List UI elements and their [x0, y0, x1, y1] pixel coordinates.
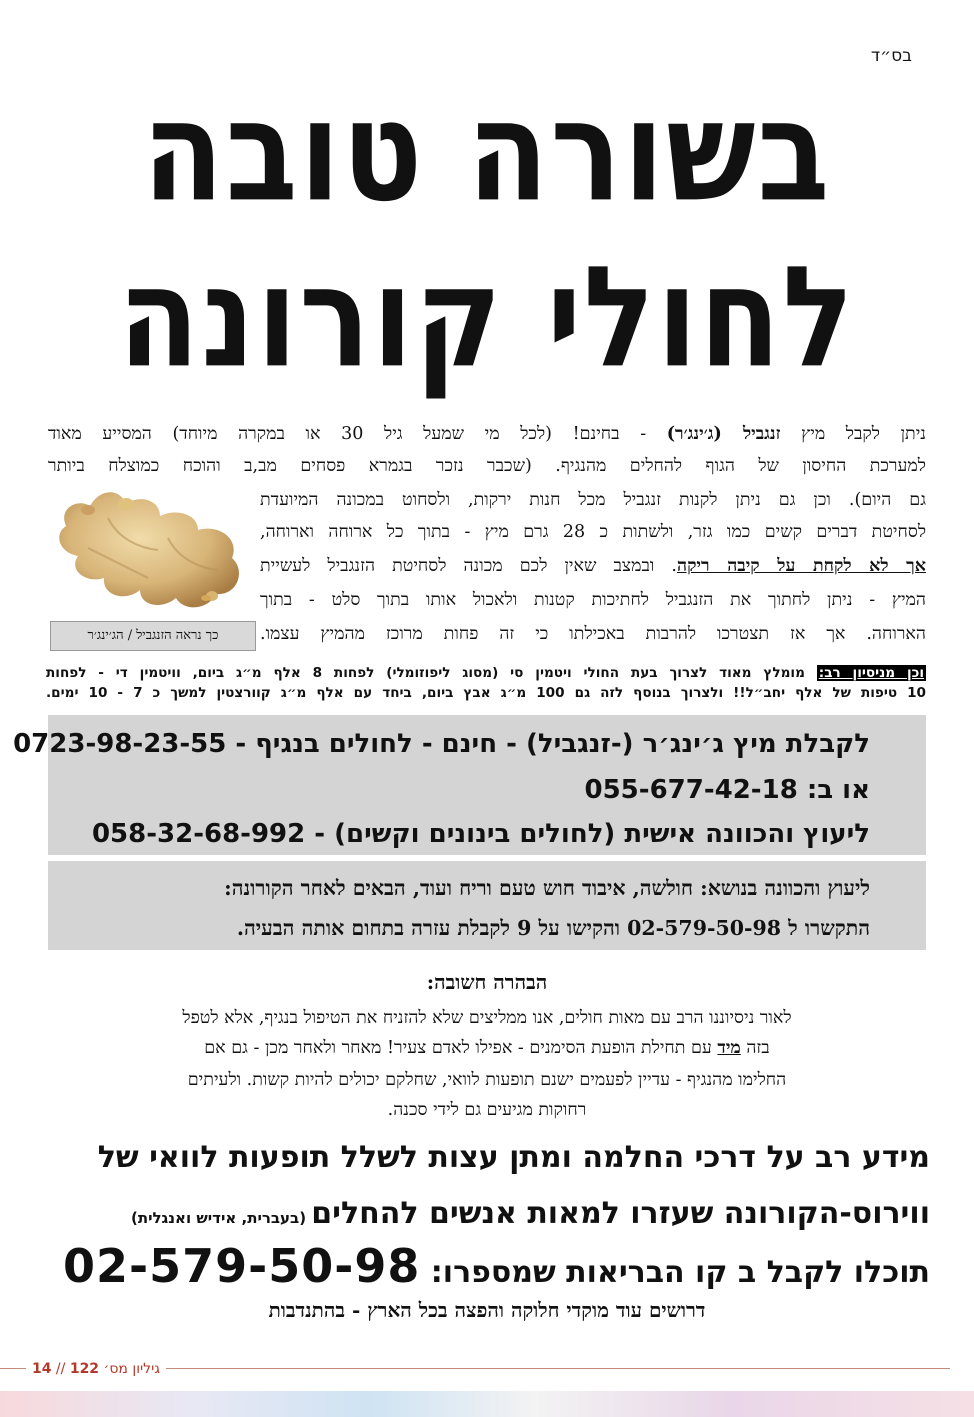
important-title: הבהרה חשובה: — [426, 970, 548, 994]
important-text: עם תחילת הופעת הסימנים - אפילו לאדם צעיר! מאחר ולאחר מכן - גם אם — [204, 1038, 718, 1058]
intro-line-5 — [260, 550, 926, 582]
empty-stomach-warning: אך לא לקחת על קיבה ריקה — [677, 556, 926, 576]
main-title-line2: לחולי קורונה — [118, 235, 856, 399]
intro-line-3: גם היום). וכן גם ניתן לקנות זנגביל מכל חנות ירקות, ולסחוט במכונה המיועדת — [260, 490, 926, 510]
intro-text: - בחינם! (לכל מי שמעל גיל 30 או במקרה מיוחד) המסייע מאוד — [48, 424, 667, 444]
immediately-emphasis: מיד — [717, 1038, 741, 1058]
issue-label: גיליון מס׳ — [99, 1361, 160, 1377]
contact-box — [13, 715, 926, 855]
intro-text: ניתן לקבל מיץ — [780, 424, 926, 444]
issue-number: 122 — [69, 1361, 100, 1377]
important-text: בזה — [740, 1038, 770, 1058]
important-line-3: החלימו מהנגיף - עדיין לפעמים ישנם תופעות לוואי, שחלקם יכולים להיות קשות. ולעיתים — [187, 1070, 787, 1090]
intro-line-2: למערכת החיסון של הגוף להחלים מהנגיף. (שכבר נזכר בגמרא פסחים מב,ב והוכח כמוצלח ביותר — [48, 456, 926, 476]
ginger-root-photo — [48, 478, 258, 628]
experience-line-2: 10 טיפות של אלף יחב״ל!! ולצרוך בנוסף לזה גם 100 מ״ג אבץ ביום, ביחד עם אלף מ״ג קוורצטין למשך כ 7 - 10 ימים. — [46, 685, 926, 701]
decorative-band — [0, 1391, 974, 1417]
experience-text: מומלץ מאוד לצרוך בעת החולי ויטמין סי (מסוג ליפוזומלי) לפחות 8 אלף מ״ג ביום, וויטמין די - לפחות — [46, 665, 817, 681]
hotline-line-3 — [63, 1238, 930, 1301]
hotline-line-2 — [131, 1194, 930, 1238]
important-line-2 — [52, 1036, 922, 1060]
intro-line-6: המיץ - ניתן לחתוך את הזנגביל לחתיכות קטנות ולאכול אותו בתוך סלט - בתוך — [260, 590, 926, 610]
experience-tag: וכן מניסיון רב: — [818, 665, 924, 681]
advice-line-2: התקשרו ל 02-579-50-98 והקישו על 9 לקבלת עזרה בתחום אותה הבעיה. — [236, 916, 870, 940]
hotline-line-1: מידע רב על דרכי החלמה ומתן עצות לשלל תופעות לוואי של — [97, 1140, 930, 1175]
important-line-4: רחוקות מגיעים גם לידי סכנה. — [387, 1100, 587, 1120]
intro-line-4: לסחיטת דברים קשים כמו גזר, ולשתות כ 28 גרם מיץ - בתוך כל ארוחה וארוחה, — [260, 522, 927, 542]
image-caption: כך נראה הזנגביל / הג׳ינג׳ר — [50, 621, 256, 651]
contact-line-ginger: לקבלת מיץ ג׳ינג׳ר (-זנגביל) - חינם - לחולים בנגיף - 0723-98-23-55 — [13, 729, 870, 759]
intro-text: . ובמצב שאין לכם מכונה לסחיטת הזנגביל לעשיית — [260, 556, 677, 576]
intro-line-1 — [48, 418, 926, 450]
footer-separator: // — [51, 1361, 70, 1377]
hotline-phone: 02-579-50-98 — [63, 1239, 421, 1293]
hotline-text: ווירוס-הקורונה שעזרו למאות אנשים להחלים — [311, 1196, 930, 1231]
advice-line-1: ליעוץ והכוונה בנושא: חולשה, איבוד חוש טעם וריח ועוד, הבאים לאחר הקורונה: — [224, 876, 870, 900]
bsd-header: בס״ד — [870, 46, 912, 66]
contact-line-consult: ליעוץ והכוונה אישית (לחולים בינונים וקשים) - 058-32-68-992 — [91, 819, 870, 849]
advice-box — [48, 861, 926, 950]
footer-issue — [26, 1361, 166, 1377]
page-number: 14 — [32, 1361, 52, 1377]
intro-line-7: הארוחה. אך אז תצטרכו להרבות באכילתו כי זה פחות מרוכז מהמיץ עצמו. — [260, 624, 926, 644]
languages-note: (בעברית, אידיש ואנגלית) — [130, 1209, 312, 1227]
hotline-label: תוכלו לקבל ב קו הבריאות שמספרו: — [420, 1255, 930, 1290]
volunteer-note: דרושים עוד מוקדי חלוקה והפצה בכל הארץ - בהתנדבות — [268, 1298, 706, 1322]
experience-line-1 — [46, 664, 926, 683]
important-line-1: לאור ניסיוננו הרב עם מאות חולים, אנו ממליצים שלא להזניח את הטיפול בנגיף, אלא לטפל — [182, 1008, 792, 1028]
main-title-line1: בשורה טובה — [142, 69, 832, 233]
contact-line-alt-phone: או ב: 055-677-42-18 — [584, 775, 870, 805]
ginger-term: זנגביל (ג׳ינג׳ר) — [666, 424, 781, 444]
